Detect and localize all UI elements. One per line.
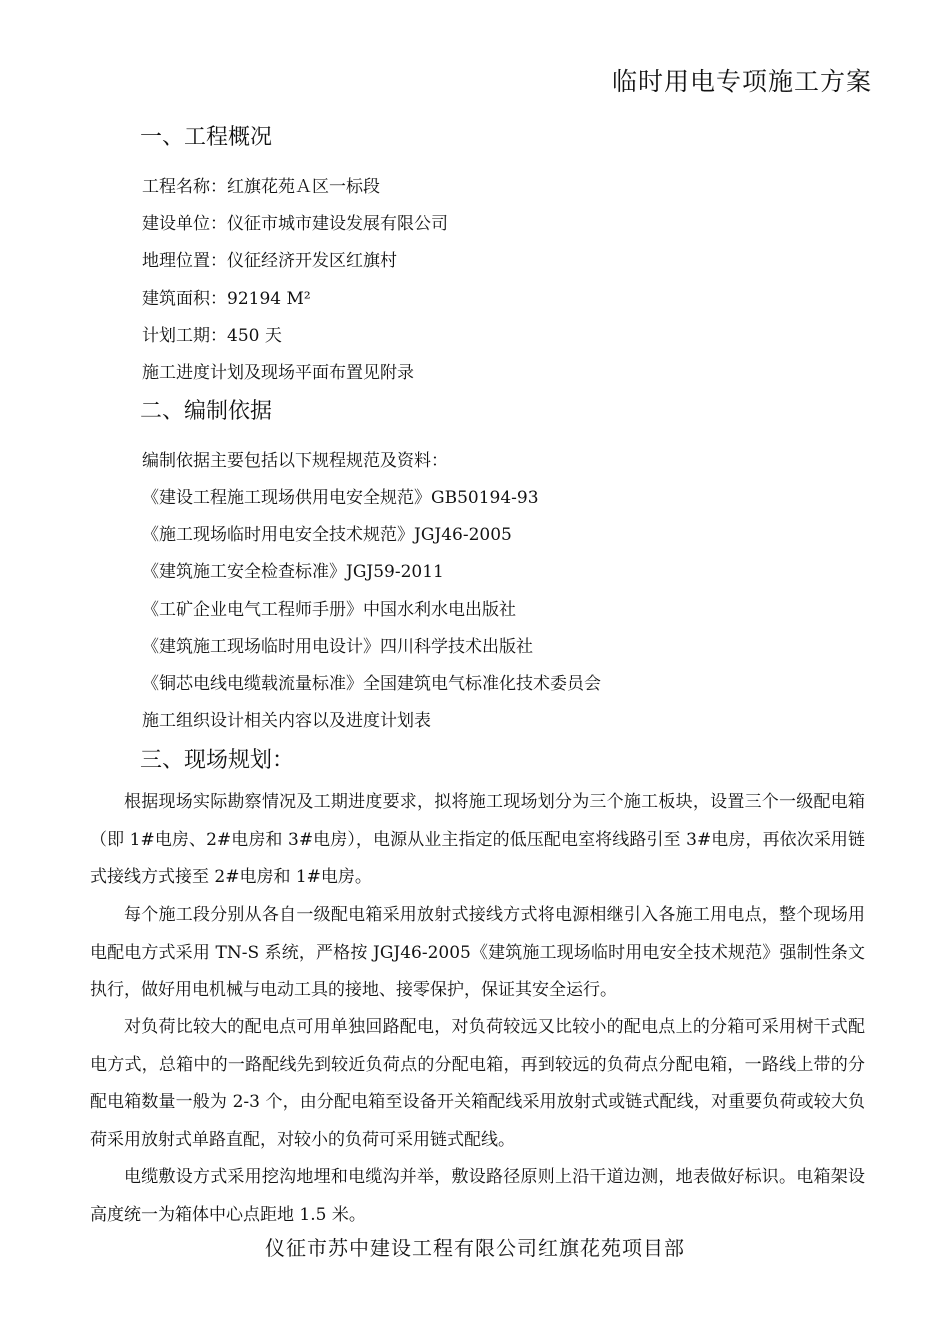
section-heading-basis: 二、编制依据 bbox=[140, 399, 273, 424]
reference-item: 《建设工程施工现场供用电安全规范》GB50194-93 bbox=[142, 488, 539, 508]
reference-item: 《建筑施工安全检查标准》JGJ59-2011 bbox=[142, 562, 444, 582]
project-name-line: 工程名称：红旗花苑Ａ区一标段 bbox=[142, 177, 380, 197]
floor-area-line: 建筑面积：92194 M² bbox=[142, 289, 311, 309]
appendix-note-line: 施工进度计划及现场平面布置见附录 bbox=[142, 363, 414, 383]
reference-item: 施工组织设计相关内容以及进度计划表 bbox=[142, 711, 431, 731]
page-footer: 仪征市苏中建设工程有限公司红旗花苑项目部 bbox=[265, 1236, 685, 1260]
reference-item: 《施工现场临时用电安全技术规范》JGJ46-2005 bbox=[142, 525, 512, 545]
reference-item: 《建筑施工现场临时用电设计》四川科学技术出版社 bbox=[142, 637, 533, 657]
paragraph: 电缆敷设方式采用挖沟地埋和电缆沟并举，敷设路径原则上沿干道边测，地表做好标识。电箱架设高度统一为箱体中心点距地 1.5 米。 bbox=[90, 1167, 865, 1225]
client-line: 建设单位：仪征市城市建设发展有限公司 bbox=[142, 214, 448, 234]
paragraph: 根据现场实际勘察情况及工期进度要求，拟将施工现场划分为三个施工板块，设置三个一级配电箱（即 1#电房、2#电房和 3#电房），电源从业主指定的低压配电室将线路引至 3#电房，再依次采用链式接线方式接至 2#电房和 1#电房。 bbox=[90, 792, 865, 887]
paragraph: 对负荷比较大的配电点可用单独回路配电，对负荷较远又比较小的配电点上的分箱可采用树干式配电方式，总箱中的一路配线先到较近负荷点的分配电箱，再到较远的负荷点分配电箱，一路线上带的分配电箱数量一般为 2-3 个，由分配电箱至设备开关箱配线采用放射式或链式配线，对重要负荷或较大负荷采用放射式单路直配，对较小的负荷可采用链式配线。 bbox=[90, 1017, 865, 1150]
paragraph: 每个施工段分别从各自一级配电箱采用放射式接线方式将电源相继引入各施工用电点，整个现场用电配电方式采用 TN-S 系统，严格按 JGJ46-2005《建筑施工现场临时用电安全技术规范》强制性条文执行，做好用电机械与电动工具的接地、接零保护，保证其安全运行。 bbox=[90, 905, 865, 1000]
section-heading-overview: 一、工程概况 bbox=[140, 125, 273, 150]
section-heading-site-planning: 三、现场规划： bbox=[140, 748, 295, 773]
location-line: 地理位置：仪征经济开发区红旗村 bbox=[142, 251, 397, 271]
basis-intro-line: 编制依据主要包括以下规程规范及资料： bbox=[142, 451, 448, 471]
schedule-line: 计划工期：450 天 bbox=[142, 326, 282, 346]
reference-item: 《铜芯电线电缆载流量标准》全国建筑电气标准化技术委员会 bbox=[142, 674, 601, 694]
page-header-title: 临时用电专项施工方案 bbox=[611, 67, 872, 96]
reference-item: 《工矿企业电气工程师手册》中国水利水电出版社 bbox=[142, 600, 516, 620]
